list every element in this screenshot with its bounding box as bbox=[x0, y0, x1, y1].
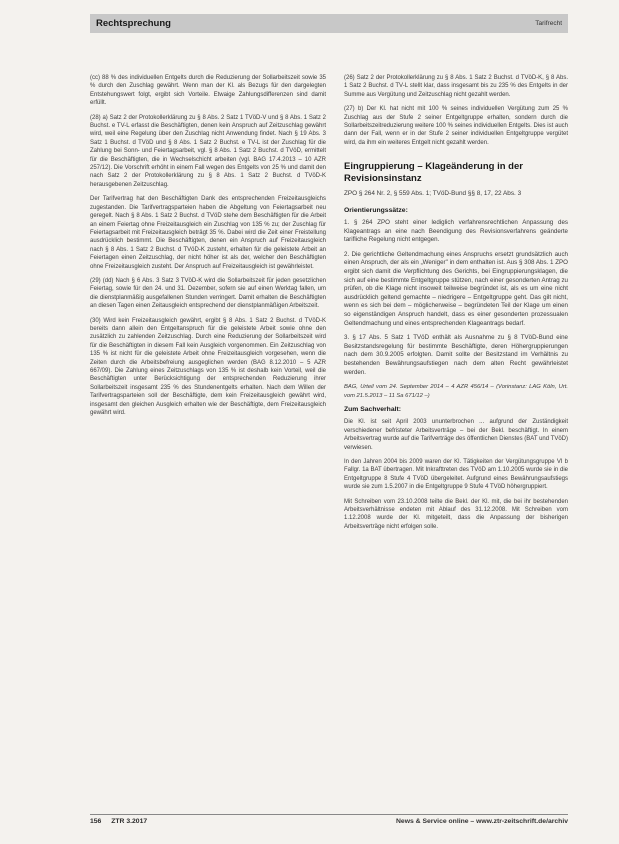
archive-link[interactable]: News & Service online – www.ztr-zeitschrift.de/archiv bbox=[396, 818, 568, 825]
norms-line: ZPO § 264 Nr. 2, § 559 Abs. 1; TVöD-Bund §§ 8, 17, 22 Abs. 3 bbox=[344, 190, 522, 198]
paragraph: (cc) 88 % des individuellen Entgelts durch die Reduzierung der Sollarbeitszeit sowie 35 % durch den Zuschlag gewährt. Wenn man der Kl. als Bezugs für den dargelegten Entstehungswert folgt, ergibt sich Vorteile. Etwaige Zahlungsdifferenzen sind damit erfüllt. bbox=[90, 75, 326, 107]
section-label: Rechtsprechung bbox=[96, 18, 171, 29]
source-citation: BAG, Urteil vom 24. September 2014 – 4 AZR 456/14 – (Vorinstanz: LAG Köln, Urt. vom 21.5.2013 – 11 Sa 671/12 –) bbox=[344, 384, 568, 399]
category-label: Tarifrecht bbox=[535, 20, 562, 27]
paragraph: Die Kl. ist seit April 2003 ununterbrochen ... aufgrund der Zuständigkeit verschiedener befristeter Arbeitsverträge – bei der Bekl. beschäftigt. In einem Arbeitsvertrag wurde auf die Tarifverträge des öffentlichen Dienstes (BAT und TVöD) verwiesen. bbox=[344, 419, 568, 451]
paragraph: Mit Schreiben vom 23.10.2008 teilte die Bekl. der Kl. mit, die bei ihr bestehenden Arbeitsverhältnisse endeten mit Ablauf des 31.12.2008. Mit Schreiben vom 1.12.2008 wurde der Kl. mitgeteilt, dass die Anpassung der bisherigen Arbeitsverträge nicht erfolgen solle. bbox=[344, 498, 568, 530]
paragraph: (26) Satz 2 der Protokollerklärung zu § 8 Abs. 1 Satz 2 Buchst. d TVöD-K, § 8 Abs. 1 Satz 2 Buchst. d TV-L stellt klar, dass insgesamt bis zu 235 % des Entgelts in der Summe aus Vergütung und Zeitzuschlag nicht gezahlt werden. bbox=[344, 75, 568, 98]
paragraph: (29) (dd) Nach § 6 Abs. 3 Satz 3 TVöD-K wird die Sollarbeitszeit für jeden gesetzlichen Feiertag, sowie für den 24. und 31. Dezember, sofern sie auf einen Werktag fallen, um die dienstplanmäßig ausgefallenen Stunden verringert. Damit erhalten die Beschäftigten an diesen Tagen einen Zeitausgleich entsprechend der dienstplanmäßigen Arbeitszeit. bbox=[90, 277, 326, 310]
guideline-item: 1. § 264 ZPO steht einer lediglich verfahrensrechtlichen Anpassung des Klageantrags an eine nach Beendigung des Revisionsverfahrens geänderte tarifliche Regelung nicht entgegen. bbox=[344, 219, 568, 244]
guideline-item: 3. § 17 Abs. 5 Satz 1 TVöD enthält als Ausnahme zu § 8 TVöD-Bund eine Besitzstandsregelung für bestimmte Beschäftigte, deren Höhergruppierungen nach dem 30.9.2005 erfolgten. Damit sollte der Besitzstand im Verhältnis zu bestehenden Bewährungsaufstiegen nach dem alten Recht gewährleistet werden. bbox=[344, 334, 568, 376]
page-number: 156 bbox=[90, 818, 102, 825]
page-footer bbox=[90, 814, 568, 825]
paragraph: (30) Wird kein Freizeitausgleich gewährt, ergibt § 8 Abs. 1 Satz 2 Buchst. d TVöD-K bereits dann allein den Entgeltanspruch für die geleistete Arbeit sowie ohne den zusätzlich zu zahlenden Zeitzuschlag. Durch eine Reduzierung der Sollarbeitszeit wird für die Beschäftigten in diesem Fall kein Ausgleich vorgenommen. Ein Zeitzuschlag von 135 % ist nicht für die geleistete Arbeit ohne Freizeitausgleich vorgesehen, wenn die Zeiten durch die Arbeitsbefreiung ausgeglichen werden (BAG 8.12.2010 – 5 AZR 667/09). Die Zahlung eines Zeitzuschlags von 135 % ist deshalb kein Vorteil, weil die Beschäftigten unter Berücksichtigung der entsprechenden Reduzierung ihrer Sollarbeitszeit insgesamt 235 % des Stundenentgelts erhalten. Nach dem Willen der Tarifvertragsparteien soll der Beschäftigte, dem kein Freizeitausgleich gewährt wird, insgesamt den gleichen Ausgleich erhalten wie der Beschäftigte, dem Freizeitausgleich gewährt wird. bbox=[90, 317, 326, 417]
paragraph: (27) b) Der Kl. hat nicht mit 100 % seines individuellen Vergütung zum 25 % Zuschlag aus der Stufe 2 seiner Entgeltgruppe erhalten, sondern durch die Sollarbeitszeitreduzierung weitere 100 % seines individuellen Entgelts. Dies ist auch dann der Fall, wenn er in der Stufe 2 seiner individuellen Entgeltgruppe vergütet wird, da ihm ein weiteres Entgelt nicht gezahlt werden. bbox=[344, 106, 568, 146]
paragraph: In den Jahren 2004 bis 2009 waren der Kl. Tätigkeiten der Vergütungsgruppe VI b Fallgr. 1a BAT übertragen. Mit Inkrafttreten des TVöD am 1.10.2005 wurde sie in die Entgeltgruppe 8 Stufe 4 TVöD übergeleitet. Aufgrund eines Bewährungsaufstiegs wurde sie zum 1.5.2007 in die Entgeltgruppe 9 Stufe 4 TVöD höhergruppiert. bbox=[344, 459, 568, 491]
paragraph: Der Tarifvertrag hat den Beschäftigten Dank des entsprechenden Freizeitausgleichs zugestanden. Die Tarifvertragsparteien haben die Abgeltung von Feiertagsarbeit neu geregelt. Nach § 8 Abs. 1 Satz 2 Buchst. d TVöD stehe dem Beschäftigten für die Arbeit an einem Feiertag ohne Freizeitausgleich ein Zuschlag von 135 % zu; der Zuschlag für Feiertagsarbeit mit Freizeitausgleich beträgt 35 %. Dabei wird die Zeit einer Freistellung ausdrücklich bestimmt. Die Beschäftigten, denen ein Anspruch auf Freizeitausgleich nach § 8 Abs. 1 Satz 2 Buchst. d TVöD-K zusteht, erhalten für die geleistete Arbeit an Feiertagen einen Zeitzuschlag, der nicht höher ist als der, welcher den Beschäftigten ohne Freizeitausgleich zusteht. Der Anspruch auf Freizeitausgleich ist gewährleistet. bbox=[90, 196, 326, 270]
guidelines-heading: Orientierungssätze: bbox=[344, 206, 408, 214]
left-column bbox=[90, 74, 326, 423]
facts-heading: Zum Sachverhalt: bbox=[344, 405, 402, 413]
guideline-item: 2. Die gerichtliche Geltendmachung eines Anspruchs ersetzt grundsätzlich auch einen Anspruch, der als ein „Weniger" in dem enthalten ist. Aus § 308 Abs. 1 ZPO ergibt sich damit die Verpflichtung des Gerichts, bei Eingruppierungsklagen, die sich auf eine bestimmte Entgeltgruppe stützen, nach einer gesonderten Antrag zu prüfen, ob die Klage nicht insoweit teilweise begründet ist, als es um eine nicht ausdrücklich geltend gemachte – niedrigere – Entgeltgruppe geht. Das gilt nicht, wenn es sich bei dem – möglicherweise – begründeten Teil der Klage um einen so eigenständigen Anspruch handelt, dass es einer gesonderten prozessualen Geltendmachung und eines entsprechenden Klageantrags bedarf. bbox=[344, 250, 568, 327]
page-info bbox=[90, 818, 155, 825]
journal-issue: ZTR 3.2017 bbox=[111, 818, 148, 825]
paragraph: (28) a) Satz 2 der Protokollerklärung zu § 8 Abs. 2 Satz 1 TVöD-V und § 8 Abs. 1 Satz 2 Buchst. e TV-L erfasst die Beschäftigten, denen kein Anspruch auf Zeitzuschlag gewährt wird, weil eine Regelung über den Zuschlag nicht Anwendung findet. Nach § 19 Abs. 3 Satz 1 Buchst. d TVöD und § 8 Abs. 1 Satz 2 Buchst. e TV-L ist der Zuschlag für die Zahlung bei Sonn- und Feiertagsarbeit, vgl. § 8 Abs. 1 Satz 2 Buchst. d TVöD, ermittelt für die Beschäftigten, die in Wechselschicht arbeiten (vgl. BAG 17.4.2013 – 10 AZR 257/12). Die Vorschrift erhöht in einem Fall wegen des Entgelts von 25 % und damit den nach Satz 2 der Protokollerklärung zu § 8 Abs. 1 Satz 2 Buchst. d TVöD-K herausgebenen Zeitzuschlag. bbox=[90, 114, 326, 188]
right-column bbox=[344, 74, 568, 537]
page-header bbox=[90, 14, 568, 33]
section-title: Eingruppierung – Klageänderung in der Revisionsinstanz bbox=[344, 161, 523, 185]
